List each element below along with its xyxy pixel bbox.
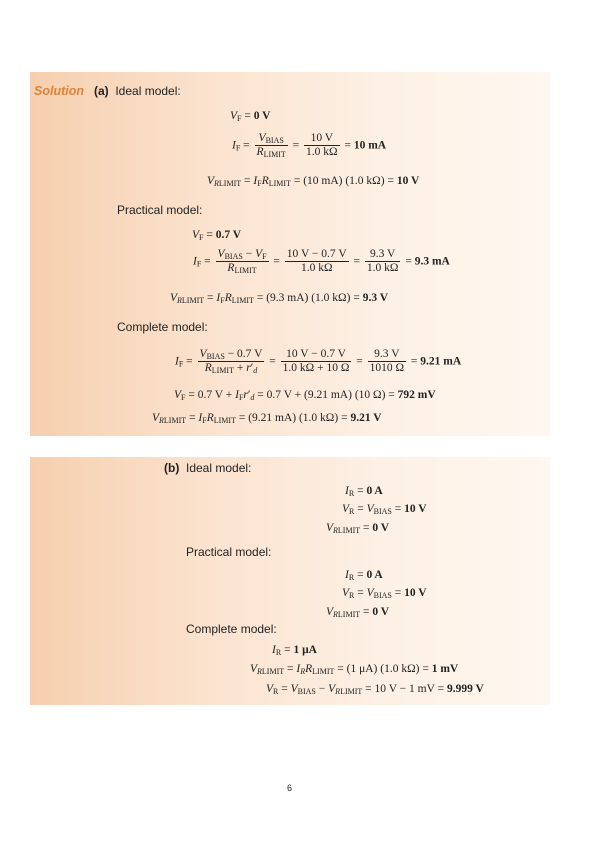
practical-b-vr-equation: $V_R = V_{BIAS} = 10$ V xyxy=(342,587,427,600)
practical-heading-a: Practical model: xyxy=(117,203,203,217)
ideal-b-vrl-equation: $V_{RLIMIT} = 0$ V xyxy=(326,522,390,535)
ideal-if-equation: $I_F$ = $\frac{V_{BIAS}}{R_{LIMIT}}$ = $\frac{10 V}{1.0 k\Omega}$ = 10 mA xyxy=(232,132,387,160)
part-b-heading: (b) Ideal model: xyxy=(164,461,252,475)
complete-b-vr-equation: $V_R = V_{BIAS} - V_{RLIMIT} = 10$ V − 1 mV = 9.999 V xyxy=(266,683,484,696)
practical-vf-equation: $V_F = 0.7$ V xyxy=(192,229,242,242)
complete-b-vrl-equation: $V_{RLIMIT} = I_RR_{LIMIT} = (1$ μA) (1.0 kΩ) = 1 mV xyxy=(250,663,459,676)
practical-heading-b: Practical model: xyxy=(186,545,272,559)
part-a-heading: (a) Ideal model: xyxy=(94,84,181,98)
practical-b-ir-equation: $I_R = 0$ A xyxy=(345,569,383,582)
ideal-vr-equation: $V_{RLIMIT} = I_FR_{LIMIT} = (10$ mA) (1.0 kΩ) = 10 V xyxy=(207,175,420,188)
ideal-b-ir-equation: $I_R = 0$ A xyxy=(345,485,383,498)
practical-b-vrl-equation: $V_{RLIMIT} = 0$ V xyxy=(326,606,390,619)
complete-b-ir-equation: $I_R = 1$ μA xyxy=(272,644,317,657)
complete-heading-a: Complete model: xyxy=(117,320,208,334)
complete-vr-equation: $V_{RLIMIT} = I_FR_{LIMIT} = (9.21$ mA) (1.0 kΩ) = 9.21 V xyxy=(152,412,382,425)
complete-if-equation: $I_F$ = $\frac{V_{BIAS} - 0.7 V}{R_{LIMIT} + r'_d}$ = $\frac{10 V - 0.7 V}{1.0 k\Omega + 10 \Omega}$ = $\frac{9.3 V}{1010 \Omega}$ = 9.21 mA xyxy=(175,348,462,376)
practical-vr-equation: $V_{RLIMIT} = I_FR_{LIMIT} = (9.3$ mA) (1.0 kΩ) = 9.3 V xyxy=(170,292,389,305)
ideal-b-vr-equation: $V_R = V_{BIAS} = 10$ V xyxy=(342,503,427,516)
practical-if-equation: $I_F$ = $\frac{V_{BIAS} - V_F}{R_{LIMIT}}$ = $\frac{10 V - 0.7 V}{1.0 k\Omega}$ = $\frac{9.3 V}{1.0 k\Omega}$ = 9.3 mA xyxy=(193,248,450,276)
solution-label: Solution xyxy=(34,84,84,98)
complete-heading-b: Complete model: xyxy=(186,622,277,636)
ideal-vf-equation: $V_F = 0$ V xyxy=(230,110,271,123)
complete-vf-equation: $V_F = 0.7$ $V + I_Fr'_d = 0.7$ V + (9.21 mA) (10 Ω) = 792 mV xyxy=(174,389,436,402)
page-number: 6 xyxy=(287,783,293,793)
